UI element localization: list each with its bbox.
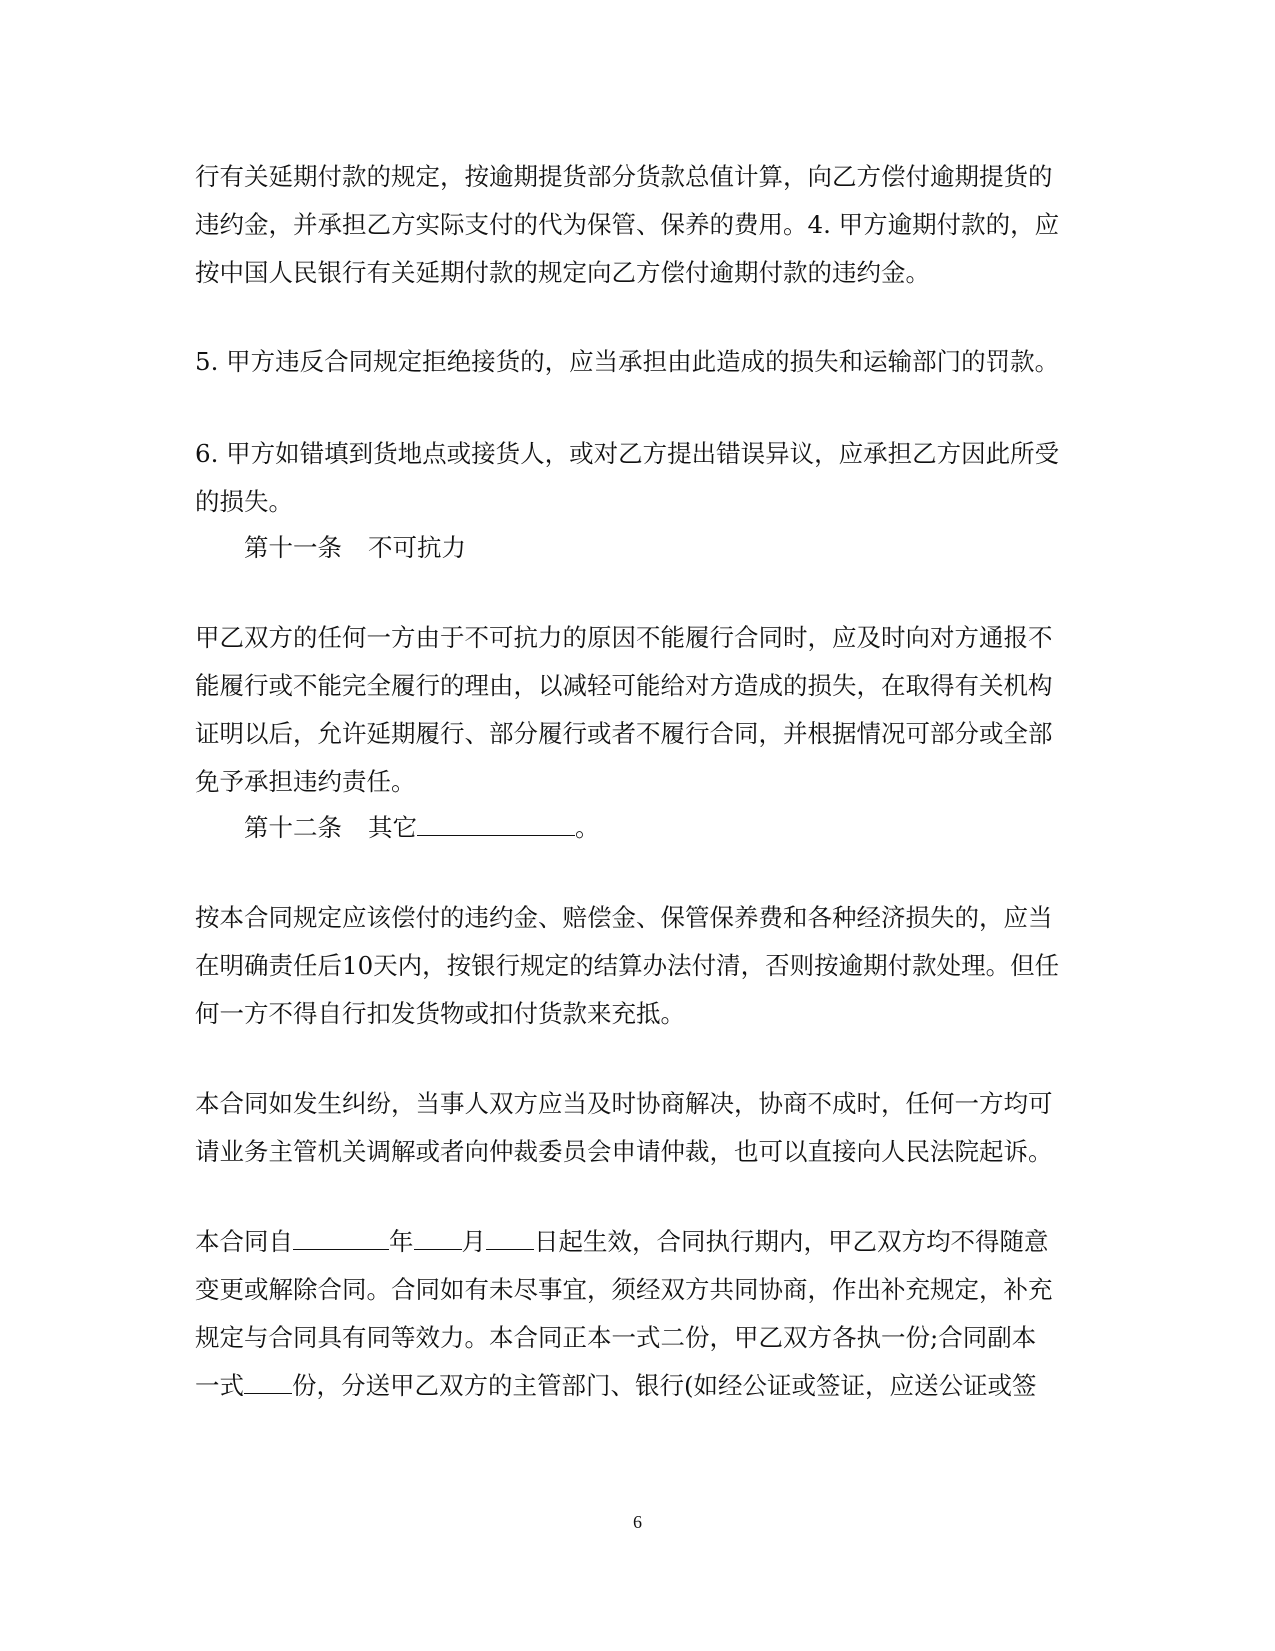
text-segment: 本合同自	[195, 1227, 293, 1256]
text-line: 能履行或不能完全履行的理由，以减轻可能给对方造成的损失，在取得有关机构	[195, 671, 1053, 700]
day-blank	[486, 1225, 534, 1250]
text-line: 6. 甲方如错填到货地点或接货人，或对乙方提出错误异议，应承担乙方因此所受	[195, 439, 1060, 468]
text-line	[195, 1362, 1070, 1410]
paragraph-compensation	[195, 894, 1070, 1038]
article-12-heading	[244, 804, 600, 852]
text-line: 何一方不得自行扣发货物或扣付货款来充抵。	[195, 999, 685, 1028]
text-line: 请业务主管机关调解或者向仲裁委员会申请仲裁，也可以直接向人民法院起诉。	[195, 1137, 1053, 1166]
text-line: 本合同如发生纠纷，当事人双方应当及时协商解决，协商不成时，任何一方均可	[195, 1089, 1053, 1118]
paragraph-disputes	[195, 1080, 1070, 1176]
text-segment: 月	[461, 1227, 486, 1256]
text-line: 证明以后，允许延期履行、部分履行或者不履行合同，并根据情况可部分或全部	[195, 719, 1053, 748]
text-line: 按中国人民银行有关延期付款的规定向乙方偿付逾期付款的违约金。	[195, 258, 930, 287]
article-number: 第十二条	[244, 813, 342, 842]
text-line: 按本合同规定应该偿付的违约金、赔偿金、保管保养费和各种经济损失的，应当	[195, 903, 1053, 932]
article-number: 第十一条	[244, 533, 342, 562]
paragraph-overdue-pickup	[195, 153, 1070, 297]
paragraph-refuse-delivery	[195, 338, 1070, 386]
article-title: 不可抗力	[368, 533, 466, 562]
text-line: 在明确责任后10天内，按银行规定的结算办法付清，否则按逾期付款处理。但任	[195, 951, 1060, 980]
paragraph-wrong-address	[195, 430, 1070, 526]
text-line: 5. 甲方违反合同规定拒绝接货的，应当承担由此造成的损失和运输部门的罚款。	[195, 347, 1060, 376]
article-title: 其它	[368, 813, 417, 842]
text-line: 免予承担违约责任。	[195, 767, 416, 796]
text-segment: 一式	[195, 1371, 244, 1400]
text-line: 的损失。	[195, 487, 293, 516]
text-line: 违约金，并承担乙方实际支付的代为保管、保养的费用。4. 甲方逾期付款的，应	[195, 210, 1060, 239]
paragraph-effective-date	[195, 1218, 1070, 1410]
year-blank	[293, 1225, 389, 1250]
fill-in-blank	[417, 811, 575, 836]
text-line	[195, 1218, 1070, 1266]
article-suffix: 。	[575, 813, 600, 842]
text-segment: 日起生效，合同执行期内，甲乙双方均不得随意	[534, 1227, 1049, 1256]
text-segment: 年	[389, 1227, 414, 1256]
copies-blank	[244, 1369, 292, 1394]
paragraph-force-majeure	[195, 614, 1070, 806]
month-blank	[414, 1225, 462, 1250]
text-line: 甲乙双方的任何一方由于不可抗力的原因不能履行合同时，应及时向对方通报不	[195, 623, 1053, 652]
text-line: 变更或解除合同。合同如有未尽事宜，须经双方共同协商，作出补充规定，补充	[195, 1275, 1053, 1304]
text-segment: 份，分送甲乙双方的主管部门、银行(如经公证或签证，应送公证或签	[292, 1371, 1037, 1400]
page-number: 6	[633, 1512, 642, 1532]
article-11-heading	[244, 524, 466, 572]
text-line: 规定与合同具有同等效力。本合同正本一式二份，甲乙双方各执一份;合同副本	[195, 1323, 1037, 1352]
text-line: 行有关延期付款的规定，按逾期提货部分货款总值计算，向乙方偿付逾期提货的	[195, 162, 1053, 191]
